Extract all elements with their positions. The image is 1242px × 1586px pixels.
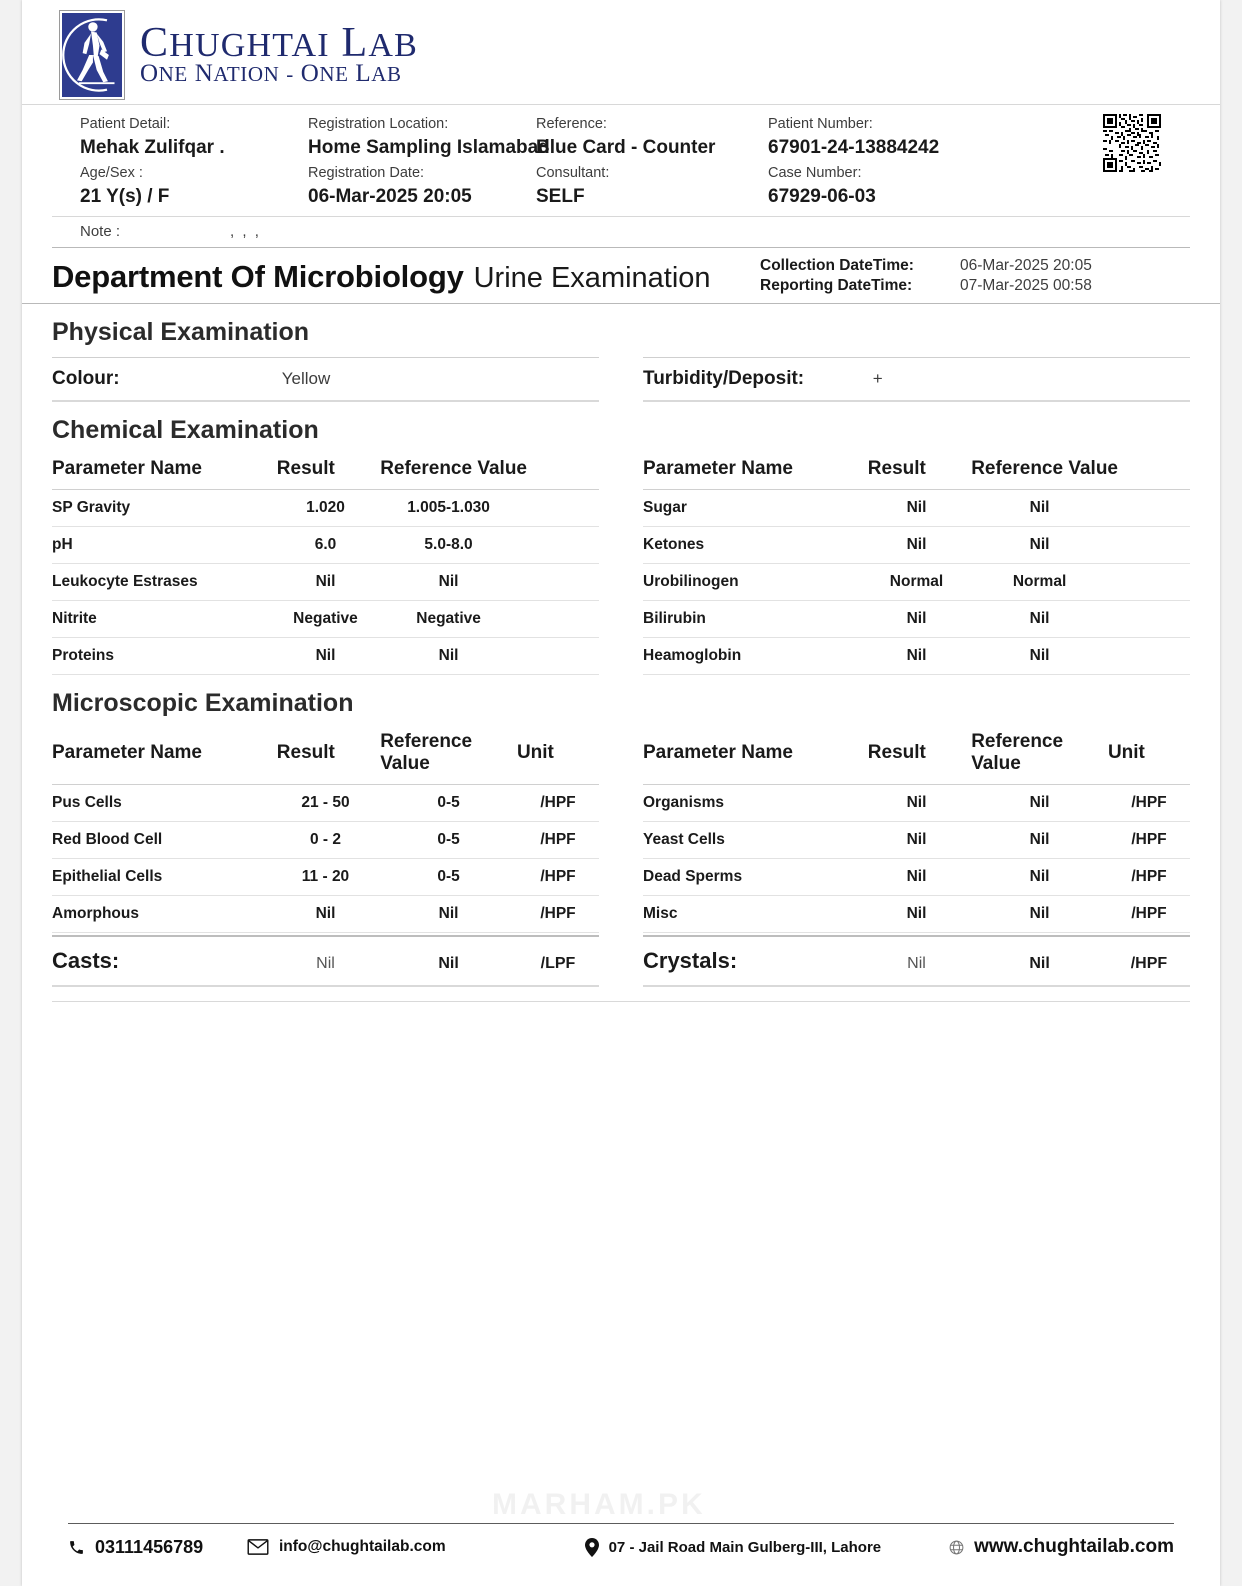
table-row (643, 785, 1190, 822)
row-result: 11 - 20 (271, 859, 380, 896)
table-row (52, 564, 599, 601)
table-row (52, 859, 599, 896)
row-reference-value: Nil (971, 822, 1108, 859)
microscopic-examination-tables (22, 728, 1220, 987)
row-reference-value: Nil (380, 638, 517, 675)
chughtai-lab-logo-mark (60, 11, 124, 99)
row-parameter-name: Misc (643, 896, 862, 933)
microscopic-right-column (643, 728, 1190, 987)
table-row (643, 859, 1190, 896)
registration-date-value: 06-Mar-2025 20:05 (308, 186, 472, 207)
reference-label: Reference: (536, 116, 607, 132)
header-reference-value: Reference Value (971, 728, 1108, 785)
chemical-examination-tables (22, 455, 1220, 675)
consultant-value: SELF (536, 186, 585, 207)
row-spacer (1108, 527, 1190, 564)
table-row (52, 896, 599, 933)
casts-result: Nil (316, 955, 335, 972)
patient-number-cell (768, 114, 1068, 212)
brand-l: L (341, 20, 369, 67)
casts-row (52, 935, 599, 987)
globe-icon (949, 1540, 964, 1555)
phone-icon (68, 1539, 85, 1556)
table-row (52, 601, 599, 638)
reference-value: Blue Card - Counter (536, 137, 716, 158)
age-sex-value: 21 Y(s) / F (80, 186, 170, 207)
table-row (643, 638, 1190, 675)
registration-location-label: Registration Location: (308, 116, 449, 132)
microscopic-left-body (52, 785, 599, 933)
row-result: 21 - 50 (271, 785, 380, 822)
row-unit: /HPF (517, 896, 599, 933)
brand-hughtai: HUGHTAI (169, 27, 330, 65)
row-reference-value: Nil (971, 785, 1108, 822)
row-parameter-name: pH (52, 527, 271, 564)
row-result: Nil (271, 564, 380, 601)
row-reference-value: Nil (971, 896, 1108, 933)
row-parameter-name: Bilirubin (643, 601, 862, 638)
microscopic-right-body (643, 785, 1190, 933)
table-row (52, 785, 599, 822)
brand-header (22, 0, 1220, 104)
row-reference-value: 0-5 (380, 822, 517, 859)
row-reference-value: Normal (971, 564, 1108, 601)
row-result: Nil (862, 638, 971, 675)
header-result: Result (271, 728, 380, 785)
row-spacer (1108, 490, 1190, 527)
row-parameter-name: SP Gravity (52, 490, 271, 527)
qr-code (1088, 114, 1176, 172)
footer-phone (68, 1537, 203, 1558)
row-parameter-name: Organisms (643, 785, 862, 822)
tagline-ation: ATION (213, 62, 280, 87)
row-reference-value: Nil (380, 564, 517, 601)
footer-website-url: www.chughtailab.com (974, 1536, 1174, 1557)
table-row (643, 822, 1190, 859)
row-spacer (517, 638, 599, 675)
registration-date-label: Registration Date: (308, 165, 425, 181)
row-unit: /HPF (517, 785, 599, 822)
row-result: Nil (862, 601, 971, 638)
header-parameter-name: Parameter Name (643, 728, 862, 785)
footer-address (585, 1538, 882, 1557)
header-reference-value: Reference Value (380, 728, 517, 785)
row-parameter-name: Heamoglobin (643, 638, 862, 675)
row-reference-value: Nil (971, 638, 1108, 675)
colour-value: Yellow (281, 369, 331, 388)
chemical-right-body (643, 490, 1190, 675)
row-result: 0 - 2 (271, 822, 380, 859)
report-page (22, 0, 1220, 1586)
case-number-label: Case Number: (768, 165, 862, 181)
header-reference-value: Reference Value (380, 455, 599, 490)
row-reference-value: Nil (971, 527, 1108, 564)
crystals-reference: Nil (1029, 955, 1050, 972)
row-parameter-name: Leukocyte Estrases (52, 564, 271, 601)
physical-examination-rows (22, 357, 1220, 402)
row-reference-value: 1.005-1.030 (380, 490, 517, 527)
row-result: Nil (862, 859, 971, 896)
row-unit: /HPF (517, 859, 599, 896)
row-parameter-name: Sugar (643, 490, 862, 527)
row-result: Nil (862, 822, 971, 859)
microscopic-left-table (52, 728, 599, 933)
microscopic-examination-title: Microscopic Examination (52, 689, 354, 717)
row-spacer (517, 490, 599, 527)
microscopic-right-table (643, 728, 1190, 933)
chemical-right-column (643, 455, 1190, 675)
table-row (643, 527, 1190, 564)
reference-cell (536, 114, 768, 212)
walking-man-icon (62, 13, 122, 97)
test-name: Urine Examination (473, 262, 711, 294)
crystals-unit: /HPF (1130, 955, 1168, 972)
table-row (52, 490, 599, 527)
row-reference-value: 5.0-8.0 (380, 527, 517, 564)
tagline-ab: AB (371, 62, 402, 87)
department-header (22, 248, 1220, 303)
table-row (643, 601, 1190, 638)
row-result: Negative (271, 601, 380, 638)
row-unit: /HPF (517, 822, 599, 859)
row-result: Nil (271, 638, 380, 675)
row-parameter-name: Red Blood Cell (52, 822, 271, 859)
patient-detail-label: Patient Detail: (80, 116, 171, 132)
table-header-row (643, 455, 1190, 490)
table-row (52, 822, 599, 859)
row-reference-value: 0-5 (380, 785, 517, 822)
table-row (643, 896, 1190, 933)
chemical-left-column (52, 455, 599, 675)
patient-detail-block (22, 105, 1220, 248)
row-unit: /HPF (1108, 785, 1190, 822)
row-reference-value: Nil (971, 490, 1108, 527)
patient-number-value: 67901-24-13884242 (768, 137, 940, 158)
header-unit: Unit (517, 728, 599, 785)
table-row (52, 527, 599, 564)
brand-ab: AB (368, 27, 418, 65)
row-parameter-name: Urobilinogen (643, 564, 862, 601)
colour-row (52, 357, 599, 402)
footer-phone-number: 03111456789 (95, 1536, 204, 1557)
registration-location-cell (308, 114, 550, 212)
row-unit: /HPF (1108, 896, 1190, 933)
header-result: Result (271, 455, 380, 490)
chemical-right-table (643, 455, 1190, 675)
brand-wordmark (140, 20, 418, 88)
casts-reference: Nil (438, 955, 459, 972)
row-result: Nil (271, 896, 380, 933)
row-spacer (1108, 638, 1190, 675)
tagline-ne1: NE (158, 62, 188, 87)
patient-number-label: Patient Number: (768, 116, 873, 132)
consultant-label: Consultant: (536, 165, 610, 181)
row-reference-value: Nil (971, 601, 1108, 638)
row-unit: /HPF (1108, 859, 1190, 896)
header-parameter-name: Parameter Name (643, 455, 862, 490)
row-parameter-name: Epithelial Cells (52, 859, 271, 896)
table-header-row (52, 728, 599, 785)
brand-c: C (140, 20, 170, 67)
reporting-datetime-value: 07-Mar-2025 00:58 (960, 277, 1092, 294)
footer-website (949, 1536, 1174, 1558)
header-result: Result (862, 455, 971, 490)
patient-detail-cell (80, 114, 308, 212)
age-sex-label: Age/Sex : (80, 165, 143, 181)
row-parameter-name: Amorphous (52, 896, 271, 933)
turbidity-value: + (872, 369, 883, 388)
colour-label: Colour: (52, 368, 120, 389)
crystals-label: Crystals: (643, 948, 738, 973)
footer-email-address: info@chughtailab.com (278, 1538, 446, 1555)
case-number-value: 67929-06-03 (768, 186, 876, 207)
qr-code-cell (1068, 114, 1190, 212)
map-pin-icon (585, 1538, 599, 1557)
turbidity-label: Turbidity/Deposit: (643, 368, 805, 389)
marham-watermark: MARHAM.PK (492, 1488, 706, 1521)
row-result: Nil (862, 896, 971, 933)
casts-unit: /LPF (540, 955, 576, 972)
turbidity-row (643, 357, 1190, 402)
row-result: Nil (862, 785, 971, 822)
row-parameter-name: Pus Cells (52, 785, 271, 822)
row-spacer (1108, 601, 1190, 638)
collection-datetime-label: Collection DateTime: (760, 257, 914, 274)
footer-email (247, 1538, 446, 1556)
header-reference-value: Reference Value (971, 455, 1190, 490)
tagline-o2: O (300, 60, 320, 88)
row-spacer (517, 564, 599, 601)
header-result: Result (862, 728, 971, 785)
tagline-l: L (355, 60, 372, 88)
row-result: Nil (862, 490, 971, 527)
row-result: 1.020 (271, 490, 380, 527)
row-parameter-name: Proteins (52, 638, 271, 675)
table-row (643, 490, 1190, 527)
patient-name: Mehak Zulifqar . (80, 137, 225, 158)
footer-address-text: 07 - Jail Road Main Gulberg-III, Lahore (608, 1538, 882, 1556)
table-header-row (643, 728, 1190, 785)
chemical-left-table (52, 455, 599, 675)
row-result: Normal (862, 564, 971, 601)
row-spacer (517, 527, 599, 564)
casts-label: Casts: (52, 948, 120, 973)
row-reference-value: 0-5 (380, 859, 517, 896)
header-parameter-name: Parameter Name (52, 728, 271, 785)
collection-datetime-value: 06-Mar-2025 20:05 (960, 257, 1092, 274)
chemical-examination-title: Chemical Examination (52, 416, 319, 444)
note-label: Note : (80, 223, 121, 240)
note-value: , , , (230, 223, 261, 240)
row-spacer (1108, 564, 1190, 601)
crystals-row (643, 935, 1190, 987)
row-parameter-name: Yeast Cells (643, 822, 862, 859)
row-reference-value: Nil (971, 859, 1108, 896)
row-result: Nil (862, 527, 971, 564)
tagline-dash: - (286, 62, 294, 87)
reporting-datetime-label: Reporting DateTime: (760, 277, 913, 294)
tagline-ne2: NE (319, 62, 349, 87)
registration-location-value: Home Sampling Islamabad (308, 137, 550, 158)
table-row (643, 564, 1190, 601)
envelope-icon (247, 1539, 269, 1555)
note-row (52, 217, 1190, 247)
physical-examination-title: Physical Examination (52, 318, 310, 346)
row-parameter-name: Nitrite (52, 601, 271, 638)
crystals-result: Nil (907, 955, 926, 972)
header-parameter-name: Parameter Name (52, 455, 271, 490)
row-parameter-name: Dead Sperms (643, 859, 862, 896)
chemical-left-body (52, 490, 599, 675)
row-result: 6.0 (271, 527, 380, 564)
row-unit: /HPF (1108, 822, 1190, 859)
physical-turbidity-col (643, 357, 1190, 402)
table-header-row (52, 455, 599, 490)
row-reference-value: Negative (380, 601, 517, 638)
physical-colour-col (52, 357, 599, 402)
microscopic-left-column (52, 728, 599, 987)
row-spacer (517, 601, 599, 638)
table-row (52, 638, 599, 675)
tagline-n: N (194, 60, 214, 88)
page-footer (22, 1523, 1220, 1558)
row-parameter-name: Ketones (643, 527, 862, 564)
tagline-o1: O (140, 60, 159, 88)
results-bottom-divider (52, 1001, 1190, 1002)
row-reference-value: Nil (380, 896, 517, 933)
department-name: Department Of Microbiology (52, 259, 464, 294)
report-datetimes (760, 257, 1190, 295)
header-unit: Unit (1108, 728, 1190, 785)
